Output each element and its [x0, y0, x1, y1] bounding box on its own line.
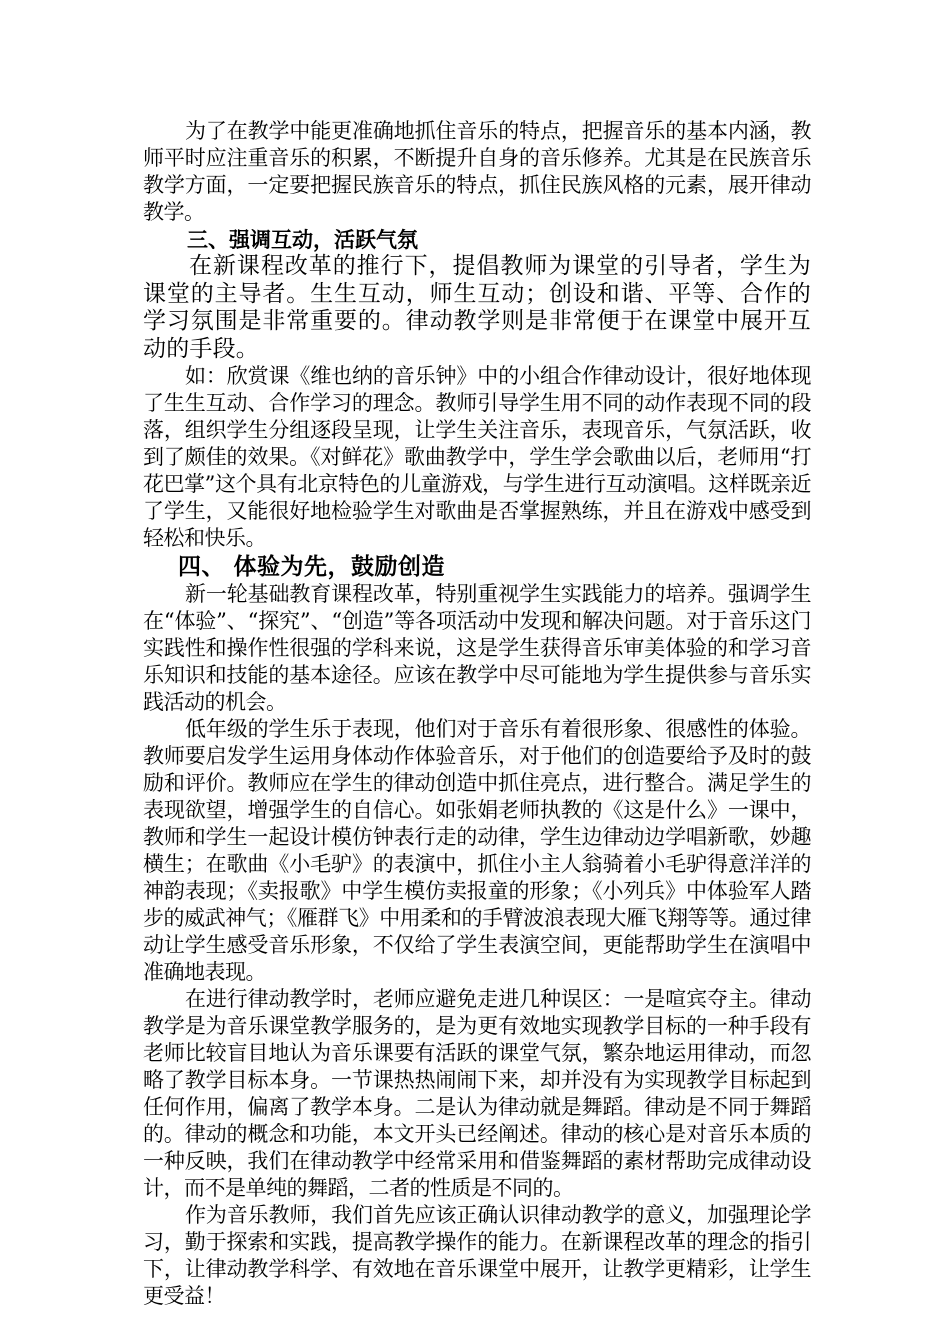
- paragraph-practice-ability: 新一轮基础教育课程改革，特别重视学生实践能力的培养。强调学生在“体验”、“探究”、“创造”等各项活动中发现和解决问题。对于音乐这门实践性和操作性很强的学科来说，这是学生获得音乐审美体验的和学习音乐知识和技能的基本途径。应该在教学中尽可能地为学生提供参与音乐实践活动的机会。: [143, 582, 811, 714]
- section-heading-experience: 四、 体验为先，鼓励创造: [178, 553, 446, 580]
- paragraph-lower-grade-students: 低年级的学生乐于表现，他们对于音乐有着很形象、很感性的体验。教师要启发学生运用身体动作体验音乐，对于他们的创造要给予及时的鼓励和评价。教师应在学生的律动创造中抓住亮点，进行整合。满足学生的表现欲望，增强学生的自信心。如张娟老师执教的《这是什么》一课中，教师和学生一起设计模仿钟表行走的动律，学生边律动边学唱新歌，妙趣横生；在歌曲《小毛驴》的表演中，抓住小主人翁骑着小毛驴得意洋洋的神韵表现；《卖报歌》中学生模仿卖报童的形象；《小列兵》中体验军人踏步的威武神气；《雁群飞》中用柔和的手臂波浪表现大雁飞翔等等。通过律动让学生感受音乐形象，不仅给了学生表演空间，更能帮助学生在演唱中准确地表现。: [143, 717, 811, 984]
- section-heading-interaction: 三、强调互动，活跃气氛: [187, 227, 418, 252]
- document-page: [143, 118, 811, 1310]
- paragraph-misconceptions: 在进行律动教学时，老师应避免走进几种误区：一是喧宾夺主。律动教学是为音乐课堂教学服务的，是为更有效地实现教学目标的一种手段有老师比较盲目地认为音乐课要有活跃的课堂气氛，繁杂地运用律动，而忽略了教学目标本身。一节课热热闹闹下来，却并没有为实现教学目标起到任何作用，偏离了教学本身。二是认为律动就是舞蹈。律动是不同于舞蹈的。律动的概念和功能，本文开头已经阐述。律动的核心是对音乐本质的一种反映，我们在律动教学中经常采用和借鉴舞蹈的素材帮助完成律动设计，而不是单纯的舞蹈，二者的性质是不同的。: [143, 987, 811, 1200]
- paragraph-curriculum-reform: 在新课程改革的推行下，提倡教师为课堂的引导者，学生为课堂的主导者。生生互动，师生互动；创设和谐、平等、合作的学习氛围是非常重要的。律动教学则是非常便于在课堂中展开互动的手段。: [143, 253, 811, 362]
- paragraph-conclusion: 作为音乐教师，我们首先应该正确认识律动教学的意义，加强理论学习，勤于探索和实践，提高教学操作的能力。在新课程改革的理念的指引下，让律动教学科学、有效地在音乐课堂中展开，让教学更精彩，让学生更受益！: [143, 1203, 811, 1308]
- paragraph-interaction-example: 如：欣赏课《维也纳的音乐钟》中的小组合作律动设计，很好地体现了生生互动、合作学习的理念。教师引导学生用不同的动作表现不同的段落，组织学生分组逐段呈现，让学生关注音乐，表现音乐，气氛活跃，收到了颇佳的效果。《对鲜花》歌曲教学中，学生学会歌曲以后，老师用“打花巴掌”这个具有北京特色的儿童游戏，与学生进行互动演唱。这样既亲近了学生，又能很好地检验学生对歌曲是否掌握熟练，并且在游戏中感受到轻松和快乐。: [143, 364, 811, 550]
- paragraph-music-accumulation: 为了在教学中能更准确地抓住音乐的特点，把握音乐的基本内涵，教师平时应注重音乐的积累，不断提升自身的音乐修养。尤其是在民族音乐教学方面，一定要把握民族音乐的特点，抓住民族风格的元素，展开律动教学。: [143, 119, 811, 224]
